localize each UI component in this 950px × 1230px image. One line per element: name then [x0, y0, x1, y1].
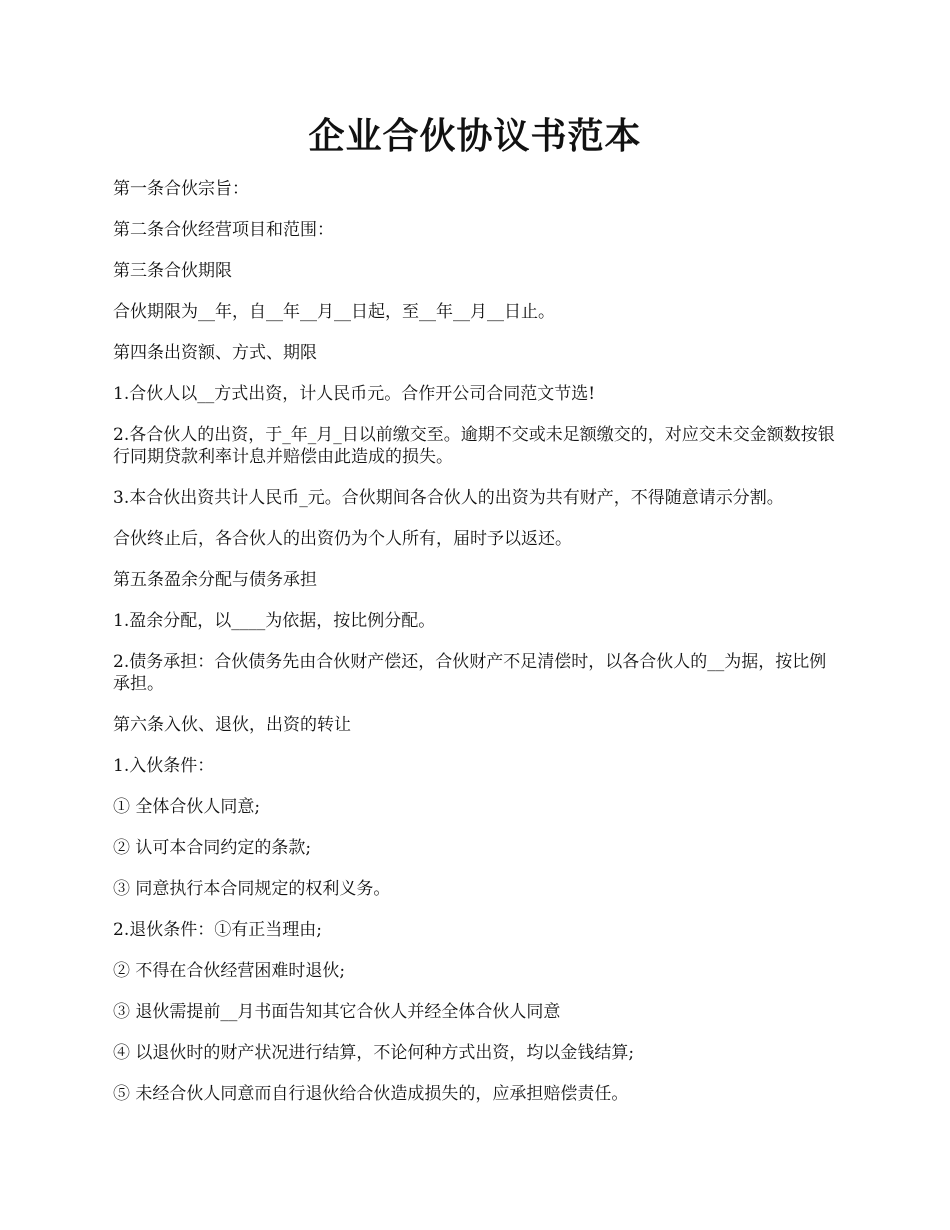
clause-6-join-conditions: 1.入伙条件： [113, 756, 215, 776]
join-condition-3: ③ 同意执行本合同规定的权利义务。 [113, 879, 391, 899]
exit-condition-5: ⑤ 未经合伙人同意而自行退伙给合伙造成损失的，应承担赔偿责任。 [113, 1084, 629, 1104]
exit-condition-4: ④ 以退伙时的财产状况进行结算，不论何种方式出资，均以金钱结算; [113, 1043, 635, 1063]
clause-5-item-1: 1.盈余分配，以____为依据，按比例分配。 [113, 611, 436, 631]
clause-6-heading: 第六条入伙、退伙，出资的转让 [113, 715, 351, 735]
clause-4-heading: 第四条出资额、方式、期限 [113, 343, 317, 363]
join-condition-2: ② 认可本合同约定的条款; [113, 838, 312, 858]
clause-4-item-1: 1.合伙人以__方式出资，计人民币元。合作开公司合同范文节选! [113, 384, 596, 404]
clause-1-heading: 第一条合伙宗旨： [113, 179, 249, 199]
clause-4-return: 合伙终止后，各合伙人的出资仍为个人所有，届时予以返还。 [113, 529, 572, 549]
document-body [113, 178, 838, 1124]
document-title: 企业合伙协议书范本 [308, 115, 642, 157]
clause-3-term: 合伙期限为__年，自__年__月__日起，至__年__月__日止。 [113, 302, 555, 322]
clause-4-item-3: 3.本合伙出资共计人民币_元。合伙期间各合伙人的出资为共有财产，不得随意请示分割。 [113, 488, 784, 508]
clause-4-item-2: 2.各合伙人的出资，于_年_月_日以前缴交至。逾期不交或未足额缴交的，对应交未交金额数按银行同期贷款利率计息并赔偿由此造成的损失。 [113, 425, 835, 467]
clause-5-heading: 第五条盈余分配与债务承担 [113, 570, 317, 590]
exit-condition-3: ③ 退伙需提前__月书面告知其它合伙人并经全体合伙人同意 [113, 1002, 561, 1022]
clause-3-heading: 第三条合伙期限 [113, 261, 232, 281]
join-condition-1: ① 全体合伙人同意; [113, 797, 261, 817]
exit-condition-2: ② 不得在合伙经营困难时退伙; [113, 961, 346, 981]
clause-5-item-2: 2.债务承担：合伙债务先由合伙财产偿还，合伙财产不足清偿时，以各合伙人的__为据，按比例承担。 [113, 652, 827, 694]
clause-2-heading: 第二条合伙经营项目和范围： [113, 220, 334, 240]
clause-6-exit-conditions: 2.退伙条件：①有正当理由; [113, 920, 322, 940]
